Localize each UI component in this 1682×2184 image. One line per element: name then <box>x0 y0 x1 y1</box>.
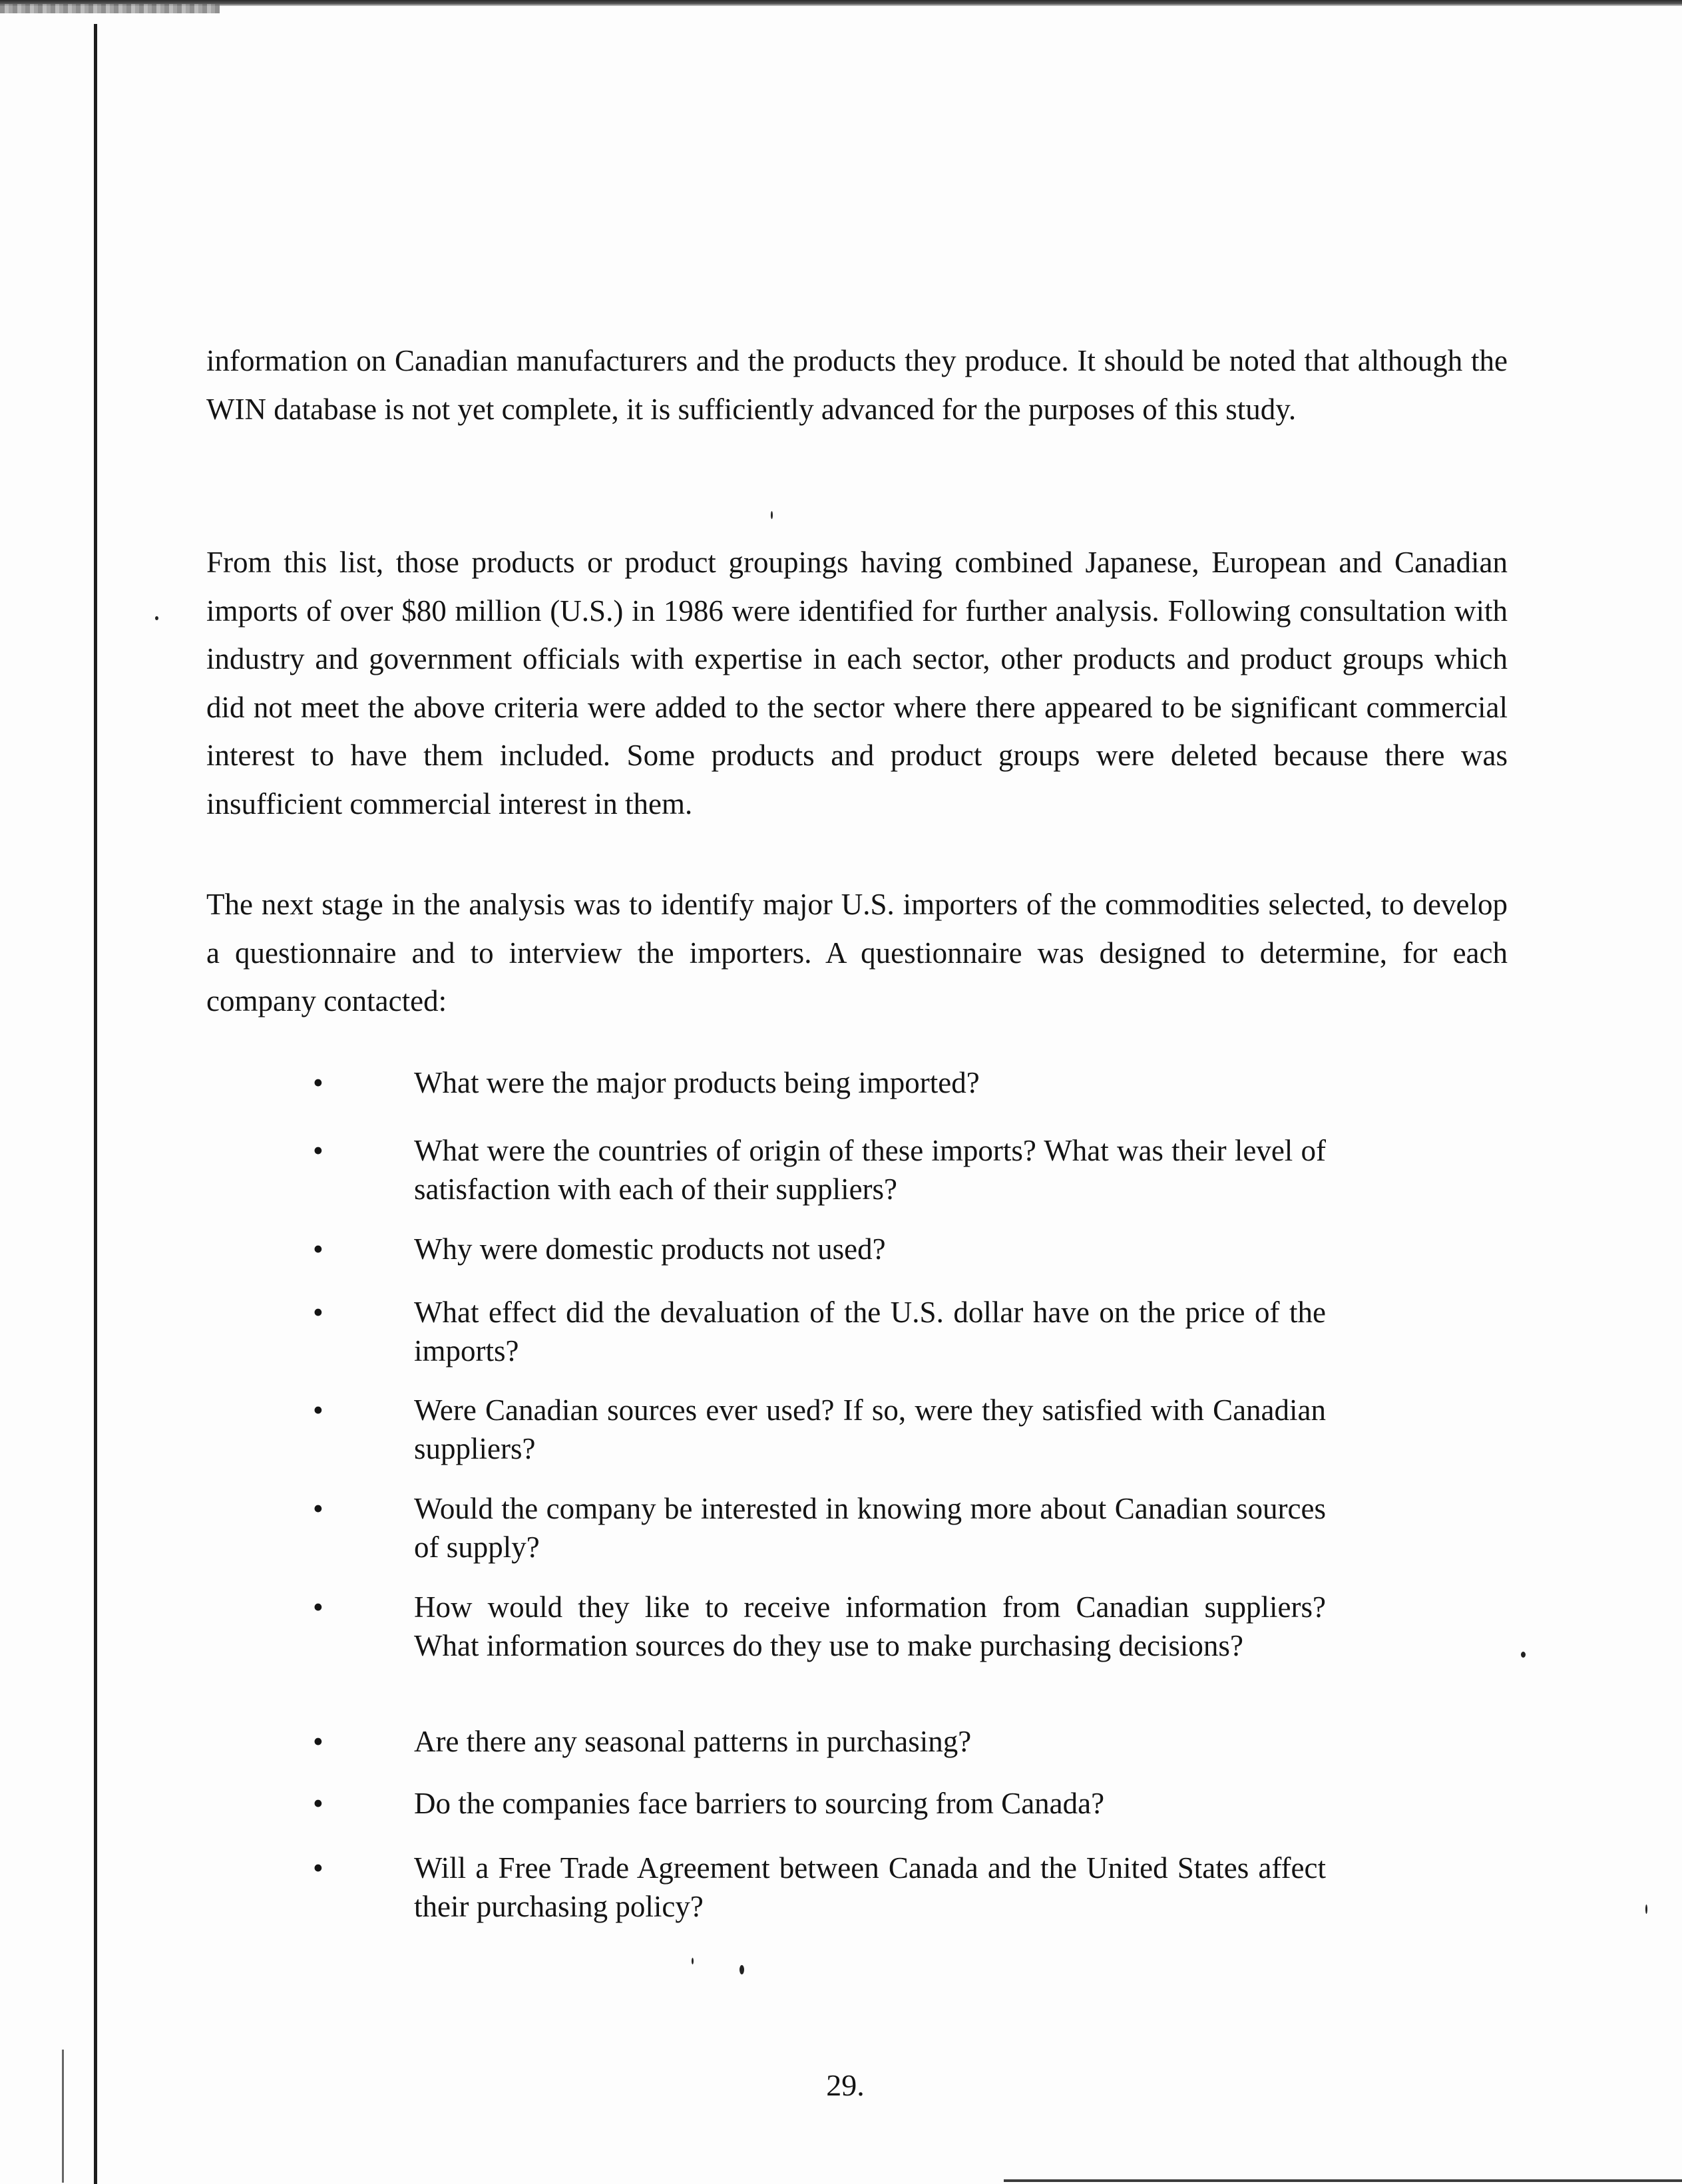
bullet-icon: • <box>313 1725 323 1758</box>
bullet-icon: • <box>313 1232 323 1266</box>
bullet-icon: • <box>313 1590 323 1624</box>
question-text: What were the major products being imported? <box>414 1066 980 1099</box>
bullet-icon: • <box>313 1787 323 1820</box>
question-text: What were the countries of origin of these imports? What was their level of satisfaction with each of their suppliers? <box>414 1134 1326 1206</box>
scan-speck <box>1645 1905 1647 1914</box>
scan-speck <box>1521 1652 1526 1658</box>
scan-top-edge-noise <box>0 4 220 13</box>
scan-binding-line-faint <box>62 2050 64 2183</box>
scan-speck <box>771 511 773 519</box>
scan-speck <box>692 1958 694 1964</box>
bullet-icon: • <box>313 1851 323 1885</box>
scan-speck <box>155 616 158 620</box>
bullet-icon: • <box>313 1393 323 1427</box>
question-text: Would the company be interested in knowing more about Canadian sources of supply? <box>414 1492 1326 1564</box>
question-text: Were Canadian sources ever used? If so, were they satisfied with Canadian suppliers? <box>414 1393 1326 1465</box>
scan-speck <box>739 1965 744 1974</box>
bullet-icon: • <box>313 1066 323 1099</box>
question-text: Why were domestic products not used? <box>414 1232 886 1266</box>
scan-top-edge <box>0 0 1682 6</box>
scan-bottom-edge <box>1004 2179 1682 2182</box>
body-paragraph-1: information on Canadian manufacturers and the products they produce. It should be noted that although the WIN database is not yet complete, it is sufficiently advanced for the purposes of this study. <box>206 344 1508 426</box>
body-paragraph-3: The next stage in the analysis was to identify major U.S. importers of the commodities selected, to develop a questionnaire and to interview the importers. A questionnaire was designed to determine, for each company contacted: <box>206 888 1508 1017</box>
question-text: Are there any seasonal patterns in purchasing? <box>414 1725 972 1758</box>
page-number: 29. <box>826 2068 865 2102</box>
question-text: Do the companies face barriers to sourcing from Canada? <box>414 1787 1105 1820</box>
body-paragraph-2: From this list, those products or product groupings having combined Japanese, European and Canadian imports of over $80 million (U.S.) in 1986 were identified for further analysis. Following consultation with industry and government officials with expertise in each sector, other products and product groups which did not meet the above criteria were added to the sector where there appeared to be significant commercial interest to have them included. Some products and product groups were deleted because there was insufficient commercial interest in them. <box>206 546 1508 820</box>
scan-binding-line <box>94 24 97 2184</box>
bullet-icon: • <box>313 1134 323 1167</box>
bullet-icon: • <box>313 1492 323 1525</box>
question-text: Will a Free Trade Agreement between Canada and the United States affect their purchasing policy? <box>414 1851 1326 1923</box>
question-text: What effect did the devaluation of the U.S. dollar have on the price of the imports? <box>414 1296 1326 1367</box>
bullet-icon: • <box>313 1296 323 1329</box>
question-text: How would they like to receive information from Canadian suppliers? What information sources do they use to make purchasing decisions? <box>414 1590 1326 1662</box>
